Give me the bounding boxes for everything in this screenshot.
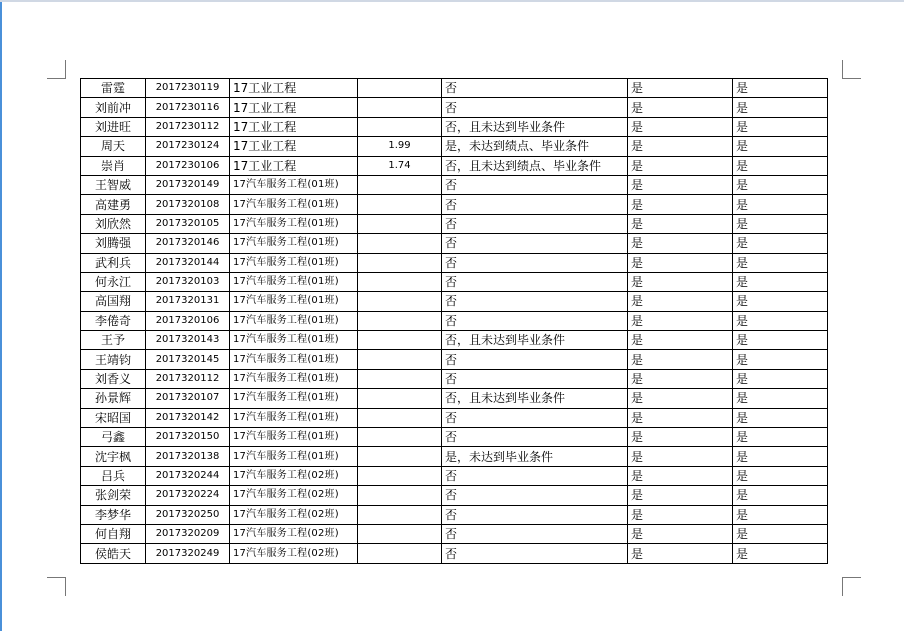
yes-cell-1: 是 [628, 98, 733, 117]
student-id-cell: 2017230124 [146, 137, 230, 156]
major-class-cell: 17汽车服务工程(01班) [230, 253, 358, 272]
student-id-cell: 2017320103 [146, 272, 230, 291]
yes-cell-1: 是 [628, 195, 733, 214]
gpa-cell [358, 175, 442, 194]
student-name-cell: 王靖钧 [81, 350, 146, 369]
table-row [81, 272, 828, 291]
yes-cell-1: 是 [628, 234, 733, 253]
student-status-table [80, 78, 828, 564]
yes-cell-2: 是 [733, 292, 828, 311]
yes-cell-1: 是 [628, 369, 733, 388]
yes-cell-2: 是 [733, 311, 828, 330]
status-cell: 否 [442, 466, 628, 485]
yes-cell-1: 是 [628, 214, 733, 233]
status-cell: 否 [442, 214, 628, 233]
major-class-cell: 17汽车服务工程(01班) [230, 428, 358, 447]
status-cell: 否 [442, 369, 628, 388]
status-cell: 否 [442, 544, 628, 563]
yes-cell-2: 是 [733, 175, 828, 194]
yes-cell-1: 是 [628, 137, 733, 156]
yes-cell-2: 是 [733, 350, 828, 369]
yes-cell-1: 是 [628, 524, 733, 543]
major-class-cell: 17汽车服务工程(01班) [230, 389, 358, 408]
table-row [81, 234, 828, 253]
yes-cell-2: 是 [733, 544, 828, 563]
gpa-cell [358, 117, 442, 136]
page-corner-mark-top-left [47, 60, 66, 79]
yes-cell-2: 是 [733, 117, 828, 136]
student-name-cell: 沈宇枫 [81, 447, 146, 466]
student-id-cell: 2017230112 [146, 117, 230, 136]
student-id-cell: 2017320112 [146, 369, 230, 388]
yes-cell-1: 是 [628, 408, 733, 427]
major-class-cell: 17工业工程 [230, 98, 358, 117]
major-class-cell: 17汽车服务工程(02班) [230, 505, 358, 524]
yes-cell-1: 是 [628, 175, 733, 194]
yes-cell-2: 是 [733, 195, 828, 214]
yes-cell-1: 是 [628, 117, 733, 136]
student-name-cell: 高国翔 [81, 292, 146, 311]
gpa-cell [358, 428, 442, 447]
student-name-cell: 周天 [81, 137, 146, 156]
table-row [81, 524, 828, 543]
student-name-cell: 张剑荣 [81, 486, 146, 505]
yes-cell-2: 是 [733, 331, 828, 350]
student-name-cell: 吕兵 [81, 466, 146, 485]
gpa-cell [358, 272, 442, 291]
student-name-cell: 雷霆 [81, 79, 146, 98]
yes-cell-2: 是 [733, 98, 828, 117]
yes-cell-1: 是 [628, 447, 733, 466]
yes-cell-2: 是 [733, 137, 828, 156]
yes-cell-2: 是 [733, 505, 828, 524]
table-row [81, 195, 828, 214]
table-row [81, 79, 828, 98]
major-class-cell: 17汽车服务工程(01班) [230, 350, 358, 369]
yes-cell-1: 是 [628, 156, 733, 175]
table-row [81, 486, 828, 505]
gpa-cell [358, 311, 442, 330]
major-class-cell: 17汽车服务工程(02班) [230, 544, 358, 563]
student-name-cell: 刘香义 [81, 369, 146, 388]
table-row [81, 369, 828, 388]
yes-cell-2: 是 [733, 486, 828, 505]
gpa-cell [358, 234, 442, 253]
gpa-cell [358, 195, 442, 214]
gpa-cell [358, 350, 442, 369]
gpa-cell [358, 98, 442, 117]
table-body [81, 79, 828, 564]
gpa-cell [358, 292, 442, 311]
major-class-cell: 17工业工程 [230, 79, 358, 98]
student-id-cell: 2017320209 [146, 524, 230, 543]
status-cell: 是，未达到毕业条件 [442, 447, 628, 466]
student-name-cell: 宋昭国 [81, 408, 146, 427]
student-id-cell: 2017320224 [146, 486, 230, 505]
student-name-cell: 高建勇 [81, 195, 146, 214]
yes-cell-1: 是 [628, 253, 733, 272]
gpa-cell [358, 389, 442, 408]
gpa-cell: 1.74 [358, 156, 442, 175]
yes-cell-1: 是 [628, 486, 733, 505]
student-name-cell: 刘欣然 [81, 214, 146, 233]
status-cell: 否 [442, 505, 628, 524]
status-cell: 否 [442, 408, 628, 427]
table-row [81, 98, 828, 117]
student-name-cell: 王予 [81, 331, 146, 350]
table-row [81, 117, 828, 136]
student-name-cell: 何自翔 [81, 524, 146, 543]
yes-cell-1: 是 [628, 350, 733, 369]
status-cell: 否 [442, 428, 628, 447]
window-top-edge [0, 0, 904, 2]
student-name-cell: 崇肖 [81, 156, 146, 175]
student-id-cell: 2017320146 [146, 234, 230, 253]
table-row [81, 137, 828, 156]
yes-cell-2: 是 [733, 428, 828, 447]
status-cell: 否 [442, 234, 628, 253]
status-cell: 否 [442, 98, 628, 117]
status-cell: 否，且未达到毕业条件 [442, 331, 628, 350]
student-id-cell: 2017320144 [146, 253, 230, 272]
status-cell: 否 [442, 311, 628, 330]
student-id-cell: 2017320145 [146, 350, 230, 369]
student-id-cell: 2017320131 [146, 292, 230, 311]
student-id-cell: 2017320149 [146, 175, 230, 194]
yes-cell-2: 是 [733, 369, 828, 388]
status-cell: 否 [442, 195, 628, 214]
page-corner-mark-bottom-right [842, 577, 861, 596]
yes-cell-2: 是 [733, 214, 828, 233]
gpa-cell [358, 544, 442, 563]
gpa-cell [358, 408, 442, 427]
table-row [81, 505, 828, 524]
table-row [81, 389, 828, 408]
gpa-cell [358, 79, 442, 98]
student-id-cell: 2017320138 [146, 447, 230, 466]
yes-cell-2: 是 [733, 408, 828, 427]
gpa-cell [358, 466, 442, 485]
major-class-cell: 17汽车服务工程(01班) [230, 408, 358, 427]
student-id-cell: 2017230116 [146, 98, 230, 117]
status-cell: 否 [442, 175, 628, 194]
table-row [81, 175, 828, 194]
major-class-cell: 17汽车服务工程(01班) [230, 234, 358, 253]
yes-cell-1: 是 [628, 311, 733, 330]
student-name-cell: 弓鑫 [81, 428, 146, 447]
gpa-cell: 1.99 [358, 137, 442, 156]
student-id-cell: 2017320106 [146, 311, 230, 330]
student-id-cell: 2017320150 [146, 428, 230, 447]
student-name-cell: 侯皓天 [81, 544, 146, 563]
yes-cell-1: 是 [628, 389, 733, 408]
table-row [81, 331, 828, 350]
student-id-cell: 2017320250 [146, 505, 230, 524]
major-class-cell: 17汽车服务工程(02班) [230, 524, 358, 543]
status-cell: 否 [442, 350, 628, 369]
student-id-cell: 2017320105 [146, 214, 230, 233]
major-class-cell: 17汽车服务工程(01班) [230, 272, 358, 291]
major-class-cell: 17汽车服务工程(01班) [230, 175, 358, 194]
status-cell: 否，且未达到毕业条件 [442, 389, 628, 408]
status-cell: 否 [442, 253, 628, 272]
gpa-cell [358, 447, 442, 466]
major-class-cell: 17工业工程 [230, 156, 358, 175]
major-class-cell: 17汽车服务工程(01班) [230, 292, 358, 311]
student-name-cell: 李梦华 [81, 505, 146, 524]
status-cell: 否 [442, 79, 628, 98]
student-id-cell: 2017320143 [146, 331, 230, 350]
window-left-edge [0, 0, 2, 631]
yes-cell-1: 是 [628, 466, 733, 485]
student-name-cell: 刘进旺 [81, 117, 146, 136]
table-row [81, 292, 828, 311]
gpa-cell [358, 524, 442, 543]
status-cell: 否 [442, 524, 628, 543]
student-name-cell: 刘腾强 [81, 234, 146, 253]
student-id-cell: 2017230106 [146, 156, 230, 175]
yes-cell-2: 是 [733, 253, 828, 272]
student-name-cell: 何永江 [81, 272, 146, 291]
gpa-cell [358, 505, 442, 524]
table-row [81, 428, 828, 447]
major-class-cell: 17汽车服务工程(01班) [230, 369, 358, 388]
status-cell: 否 [442, 272, 628, 291]
yes-cell-1: 是 [628, 272, 733, 291]
student-id-cell: 2017320142 [146, 408, 230, 427]
student-name-cell: 孙景辉 [81, 389, 146, 408]
major-class-cell: 17汽车服务工程(01班) [230, 195, 358, 214]
major-class-cell: 17汽车服务工程(01班) [230, 447, 358, 466]
table-row [81, 447, 828, 466]
student-name-cell: 武利兵 [81, 253, 146, 272]
major-class-cell: 17汽车服务工程(02班) [230, 466, 358, 485]
student-id-cell: 2017320244 [146, 466, 230, 485]
yes-cell-1: 是 [628, 331, 733, 350]
student-name-cell: 刘前冲 [81, 98, 146, 117]
yes-cell-1: 是 [628, 544, 733, 563]
status-cell: 是，未达到绩点、毕业条件 [442, 137, 628, 156]
yes-cell-2: 是 [733, 79, 828, 98]
page-corner-mark-bottom-left [47, 577, 66, 596]
major-class-cell: 17汽车服务工程(01班) [230, 331, 358, 350]
gpa-cell [358, 369, 442, 388]
table-row [81, 253, 828, 272]
table-row [81, 408, 828, 427]
yes-cell-2: 是 [733, 447, 828, 466]
table-row [81, 214, 828, 233]
page-corner-mark-top-right [842, 60, 861, 79]
status-cell: 否，且未达到绩点、毕业条件 [442, 156, 628, 175]
major-class-cell: 17工业工程 [230, 117, 358, 136]
status-cell: 否 [442, 292, 628, 311]
status-cell: 否 [442, 486, 628, 505]
gpa-cell [358, 253, 442, 272]
table-row [81, 311, 828, 330]
yes-cell-1: 是 [628, 505, 733, 524]
student-name-cell: 王智威 [81, 175, 146, 194]
yes-cell-2: 是 [733, 234, 828, 253]
gpa-cell [358, 486, 442, 505]
status-cell: 否，且未达到毕业条件 [442, 117, 628, 136]
yes-cell-2: 是 [733, 466, 828, 485]
yes-cell-2: 是 [733, 272, 828, 291]
student-id-cell: 2017230119 [146, 79, 230, 98]
table-row [81, 156, 828, 175]
major-class-cell: 17汽车服务工程(01班) [230, 311, 358, 330]
student-id-cell: 2017320108 [146, 195, 230, 214]
major-class-cell: 17汽车服务工程(01班) [230, 214, 358, 233]
student-name-cell: 李倦奇 [81, 311, 146, 330]
gpa-cell [358, 331, 442, 350]
gpa-cell [358, 214, 442, 233]
yes-cell-2: 是 [733, 524, 828, 543]
student-id-cell: 2017320107 [146, 389, 230, 408]
yes-cell-1: 是 [628, 79, 733, 98]
yes-cell-1: 是 [628, 292, 733, 311]
student-id-cell: 2017320249 [146, 544, 230, 563]
major-class-cell: 17工业工程 [230, 137, 358, 156]
table-row [81, 466, 828, 485]
table-row [81, 544, 828, 563]
yes-cell-1: 是 [628, 428, 733, 447]
yes-cell-2: 是 [733, 156, 828, 175]
table-row [81, 350, 828, 369]
major-class-cell: 17汽车服务工程(02班) [230, 486, 358, 505]
yes-cell-2: 是 [733, 389, 828, 408]
